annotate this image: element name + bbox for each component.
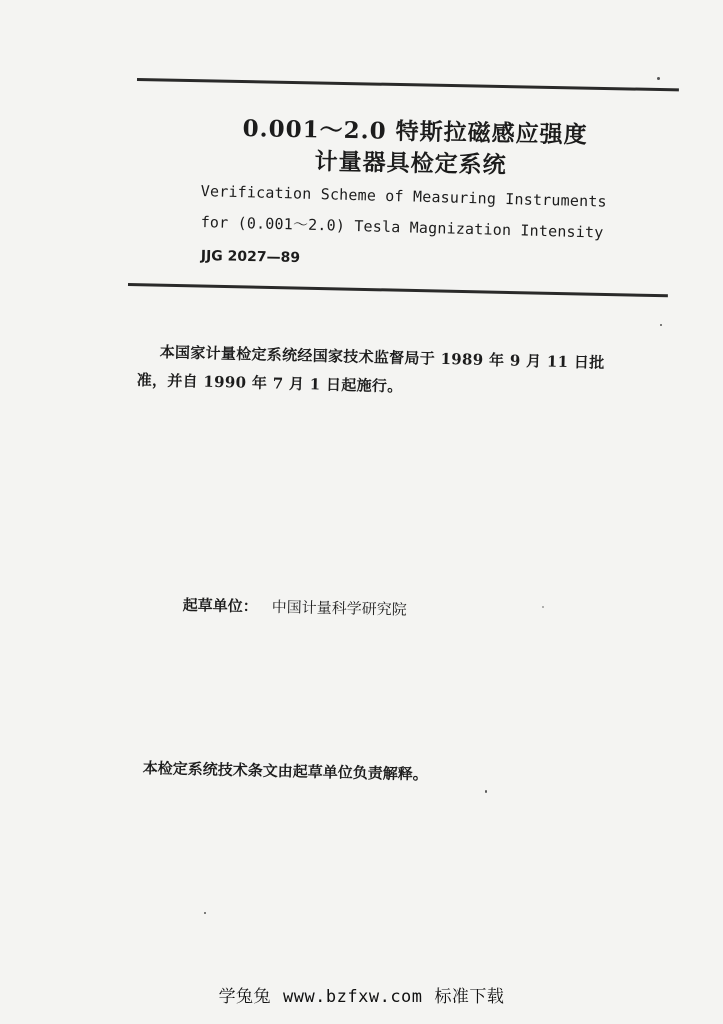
footer-site-url[interactable]: www.bzfxw.com [282, 987, 423, 1007]
scan-speck [485, 790, 487, 793]
approval-text-line-1: 本国家计量检定系统经国家技术监督局于 1989 年 9 月 11 日批 [159, 342, 605, 372]
footer-watermark [0, 982, 723, 1007]
scan-speck [657, 77, 660, 80]
footer-tagline: 标准下载 [434, 987, 505, 1007]
approval-text-line-2: 准，并自 1990 年 7 月 1 日起施行。 [136, 370, 403, 396]
interpretation-note: 本检定系统技术条文由起草单位负责解释。 [142, 758, 428, 784]
standard-code: JJG 2027—89 [200, 248, 301, 267]
title-chinese-line-2: 计量器具检定系统 [314, 147, 507, 179]
title-chinese-line-1: 0.001～2.0 特斯拉磁感应强度 [242, 114, 588, 149]
drafting-unit [183, 594, 407, 620]
top-rule [137, 78, 679, 91]
scan-speck [542, 606, 544, 608]
bottom-rule [128, 283, 668, 297]
scan-speck [204, 912, 206, 914]
drafting-unit-value: 中国计量科学研究院 [271, 597, 407, 619]
drafting-unit-label: 起草单位： [182, 595, 258, 616]
title-english-line-1: Verification Scheme of Measuring Instruments [200, 182, 608, 211]
scan-speck [660, 324, 662, 326]
footer-site-name: 学兔兔 [218, 987, 272, 1007]
title-english-line-2: for (0.001～2.0) Tesla Magnization Intensity [200, 212, 604, 242]
